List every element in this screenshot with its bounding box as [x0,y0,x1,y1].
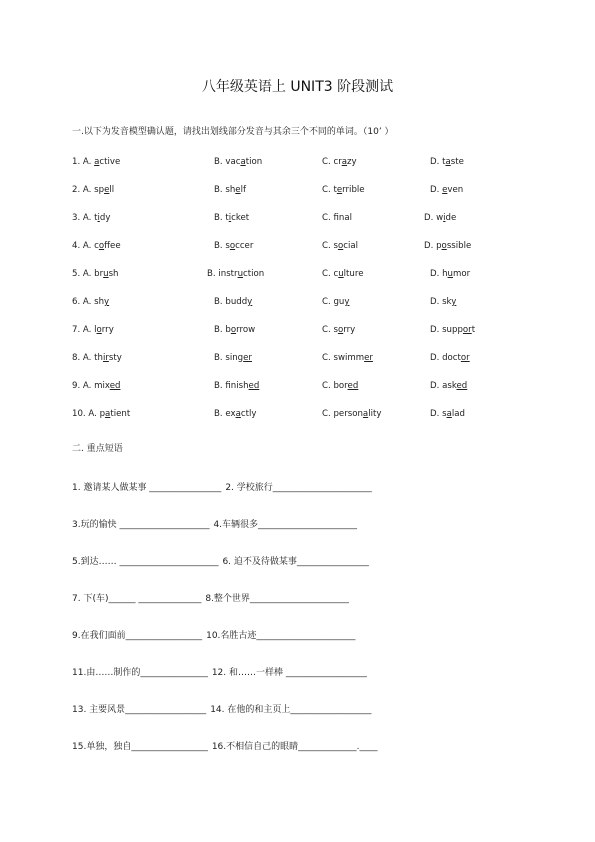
option-a [72,297,109,307]
option-text: D. doct [430,353,461,363]
option-a [72,409,130,419]
phrase-row [72,480,552,493]
underlined-letters: a [240,157,246,167]
option-c [322,297,349,307]
phrase-row [72,554,552,567]
option-text: D. p [424,241,442,251]
phrase-item: 9.在我们面前_________________ [72,631,203,641]
question-row [0,381,595,395]
option-text: C. s [322,241,338,251]
underlined-letters: a [341,157,348,167]
option-text: C. gu [322,297,345,307]
option-text: D. s [430,409,447,419]
option-c [322,409,381,419]
option-b [214,157,262,167]
section2-heading: 二. 重点短语 [72,444,123,454]
underlined-letters: e [104,185,110,195]
phrase-item: 5.到达…… ______________________ [72,557,219,567]
option-b [207,269,264,279]
option-b [214,241,253,251]
underlined-letters: ir [102,353,109,363]
underlined-letters: y [104,297,110,307]
underlined-letters: a [94,157,100,167]
underlined-letters: o [337,241,344,251]
underlined-letters: o [441,241,447,251]
option-c [322,269,364,279]
option-b [214,325,255,335]
underlined-letters: o [230,325,237,335]
option-text: lture [343,269,364,279]
option-text: C. cr [322,157,342,167]
option-d [430,409,465,419]
underlined-letters: e [442,185,448,195]
option-a [72,325,114,335]
option-text: C. s [322,325,338,335]
underlined-letters: y [344,297,350,307]
option-text: C. person [322,409,363,419]
option-c [322,381,358,391]
question-row [0,325,595,339]
option-text: lity [368,409,382,419]
phrase-row [72,665,552,678]
option-d [430,157,464,167]
option-a [72,241,121,251]
option-a [72,185,114,195]
underlined-letters: u [338,269,344,279]
page-title: 八年级英语上 UNIT3 阶段测试 [201,79,394,95]
option-d [430,269,470,279]
option-text: 10. A. p [72,409,106,419]
phrase-item: 10.名胜古迹______________________ [206,631,356,641]
option-text: ccer [235,241,254,251]
option-text: zy [347,157,357,167]
option-text: B. b [214,325,231,335]
phrase-row [72,739,552,752]
underlined-letters: ed [456,381,468,391]
underlined-letters: u [447,269,453,279]
option-text: ll [109,185,115,195]
option-text: ffee [104,241,121,251]
option-d [430,325,475,335]
underlined-letters: a [362,409,369,419]
underlined-letters: or [462,325,472,335]
option-text: C. t [322,185,337,195]
phrase-item: 16.不相信自己的眼睛_____________.____ [211,742,378,752]
underlined-letters: ed [109,381,121,391]
option-b [214,297,252,307]
option-text: B. ex [214,409,236,419]
option-text: D. [430,185,443,195]
option-a [72,353,122,363]
option-text: 8. A. th [72,353,103,363]
underlined-letters: u [237,269,244,279]
option-text: 4. A. c [72,241,99,251]
option-text: B. finish [214,381,249,391]
option-text: de [445,213,457,223]
underlined-letters: o [337,325,344,335]
option-text: dy [99,213,111,223]
option-text: 3. A. t [72,213,98,223]
phrase-item: 14. 在他的和主页上__________________ [210,705,372,715]
question-row [0,241,595,255]
question-row [0,269,595,283]
option-text: sty [108,353,122,363]
underlined-letters: u [103,269,109,279]
option-d [424,213,456,223]
option-text: 9. A. mix [72,381,110,391]
option-text: D. sk [430,297,452,307]
underlined-letters: y [247,297,253,307]
option-a [72,213,110,223]
option-text: C. swimm [322,353,365,363]
question-row [0,185,595,199]
option-d [424,241,471,251]
phrase-row [72,628,552,641]
option-text: tion [245,157,263,167]
underlined-letters: a [105,409,111,419]
underlined-letters: o [98,241,105,251]
option-b [214,185,246,195]
option-d [430,185,463,195]
underlined-letters: er [243,353,252,363]
option-text: cial [343,241,358,251]
option-c [322,213,352,223]
underlined-letters: i [228,213,232,223]
option-text: B. sing [214,353,244,363]
option-text: 2. A. sp [72,185,105,195]
option-text: ction [243,269,265,279]
underlined-letters: i [443,213,446,223]
option-text: tient [110,409,131,419]
phrase-row [72,591,552,604]
option-text: C. bor [322,381,348,391]
phrase-item: 8.整个世界______________________ [205,594,349,604]
phrase-item: 13. 主要风景__________________ [72,705,207,715]
underlined-letters: a [446,409,452,419]
option-text: D. h [430,269,448,279]
option-a [72,269,119,279]
phrase-row [72,517,552,530]
option-text: B. t [214,213,229,223]
option-b [214,381,259,391]
option-d [430,297,456,307]
option-text: 1. A. [72,157,95,167]
option-b [214,353,252,363]
underlined-letters: or [460,353,470,363]
option-text: rry [343,325,356,335]
question-row [0,353,595,367]
underlined-letters: e [235,185,241,195]
option-text: rrow [236,325,256,335]
option-c [322,353,373,363]
option-text: ven [447,185,464,195]
phrase-item: 15.单独，独自_________________ [72,742,208,752]
option-text: 5. A. br [72,269,104,279]
phrase-item: 12. 和……一样棒 __________________ [211,668,367,678]
underlined-letters: y [451,297,457,307]
phrase-row [72,702,552,715]
option-text: rry [101,325,114,335]
underlined-letters: a [445,157,451,167]
question-row [0,157,595,171]
option-b [214,409,256,419]
option-text: cket [231,213,250,223]
underlined-letters: ed [347,381,359,391]
option-text: C. c [322,269,339,279]
option-text: 7. A. l [72,325,97,335]
option-text: mor [452,269,471,279]
option-text: C. f [322,213,339,223]
option-text: B. sh [214,185,236,195]
option-text: lad [451,409,465,419]
phrase-item: 3.玩的愉快 ____________________ [72,520,210,530]
option-text: B. budd [214,297,248,307]
option-c [322,157,357,167]
phrase-item: 6. 迫不及待做某事________________ [222,557,369,567]
underlined-letters: ed [248,381,260,391]
option-text: ctive [99,157,121,167]
option-text: ste [450,157,464,167]
option-text: ssible [446,241,472,251]
option-c [322,325,355,335]
underlined-letters: i [97,213,100,223]
phrase-item: 7. 下(车)______ ______________ [72,594,202,604]
underlined-letters: e [336,185,343,195]
question-row [0,409,595,423]
option-text: lf [240,185,247,195]
option-text: B. s [214,241,230,251]
option-text: D. supp [430,325,463,335]
option-text: t [471,325,476,335]
option-d [430,353,470,363]
option-text: sh [108,269,119,279]
option-a [72,157,120,167]
phrase-item: 4.车辆很多______________________ [213,520,358,530]
phrase-item: 1. 邀请某人做某事 ________________ [72,483,222,493]
option-text: 6. A. sh [72,297,105,307]
option-c [322,185,365,195]
option-text: B. vac [214,157,241,167]
underlined-letters: a [235,409,241,419]
question-row [0,213,595,227]
option-text: rrible [342,185,365,195]
section1-heading: 一.以下为发音模型确认题，请找出划线部分发音与其余三个不同的单词。（10’ ） [72,127,394,137]
option-d [430,381,467,391]
underlined-letters: er [364,353,373,363]
underlined-letters: o [96,325,102,335]
phrase-item: 2. 学校旅行______________________ [225,483,372,493]
option-text: D. ask [430,381,457,391]
question-row [0,297,595,311]
option-text: ctly [240,409,257,419]
phrase-item: 11.由……制作的_______________ [72,668,208,678]
option-c [322,241,358,251]
option-b [214,213,249,223]
option-a [72,381,120,391]
option-text: D. t [430,157,446,167]
option-text: nal [338,213,352,223]
option-text: D. w [424,213,444,223]
option-text: B. instr [207,269,238,279]
underlined-letters: o [229,241,236,251]
